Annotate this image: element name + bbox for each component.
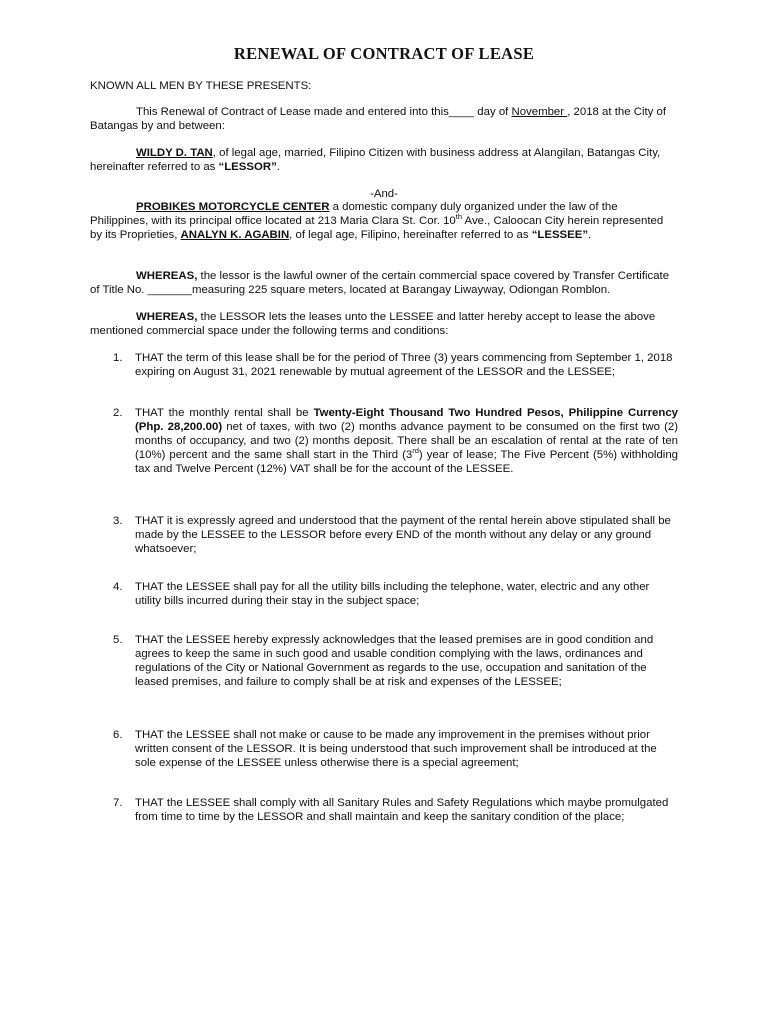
whereas-paragraph-2 [90,310,678,338]
item-number: 2. [113,407,123,419]
list-item [113,796,678,824]
item-text: THAT the LESSEE hereby expressly acknowledges that the leased premises are in good condition and agrees to keep the same in such good and usable condition complying with the laws, ordinances and regulations of the City or National Government as regards to the use, occupation and sanitation of the leased premises, and failure to comply shall be at risk and expenses of the LESSEE; [135,634,654,688]
item-text: THAT the term of this lease shall be for the period of Three (3) years commencing from September 1, 2018 expiring on August 31, 2021 renewable by mutual agreement of the LESSOR and the LESSEE; [135,352,673,378]
item-text: THAT the LESSEE shall not make or cause to be made any improvement in the premises without prior written consent of the LESSOR. It is being understood that such improvement shall be introduced at the sole expense of the LESSEE unless otherwise there is a special agreement; [135,729,657,769]
lessee-paragraph [90,200,678,242]
item-number: 5. [113,634,123,646]
item-number: 1. [113,352,123,364]
item-text: THAT the LESSEE shall comply with all Sanitary Rules and Safety Regulations which maybe promulgated from time to time by the LESSOR and shall maintain and keep the sanitary condition of the place; [135,797,669,823]
whereas-2-lead: WHEREAS, [136,311,198,323]
intro-paragraph [90,105,678,133]
item-2-text-c: ) year of lease; The Five Percent (5%) withholding tax and Twelve Percent (12%) VAT shall be for the account of the LESSEE. [135,449,678,475]
list-item [113,406,678,476]
item-number: 7. [113,797,123,809]
lessee-details-1: a domestic company duly organized under the law of the Philippines, with its principal office located at 213 Maria Clara St. Cor. 10 [90,201,618,227]
item-2-text-b: net of taxes, with two (2) months advance payment to be consumed on the first two (2) months of occupancy, and two (2) months deposit. There shall be an escalation of rental at the rate of ten (10%) percent and the same shall start in the Third (3 [135,421,678,461]
lessee-details-3: , of legal age, Filipino, hereinafter referred to as [289,229,532,241]
item-number: 3. [113,515,123,527]
lessor-role: “LESSOR” [218,161,277,173]
and-separator: -And- [370,188,398,200]
lessor-end: . [276,161,280,173]
list-item [113,580,678,608]
item-2-rent-amount: Twenty-Eight Thousand Two Hundred Pesos, Philippine Currency (Php. 28,200.00) [135,407,678,433]
item-number: 6. [113,729,123,741]
document-title: RENEWAL OF CONTRACT OF LEASE [233,44,535,63]
lessor-details: , of legal age, married, Filipino Citizen with business address at Alangilan, Batangas City, hereinafter referred to as [90,147,661,173]
item-text [135,406,678,476]
lessee-company: PROBIKES MOTORCYCLE CENTER [136,201,330,213]
whereas-1-text: the lessor is the lawful owner of the certain commercial space covered by Transfer Certificate of Title No. _______measuring 225 square meters, located at Barangay Liwayway, Odiongan Romblon. [90,270,670,296]
lessee-end: . [588,229,592,241]
list-item [113,351,678,379]
list-item [113,633,678,689]
lessee-details-2: Ave., Caloocan City herein represented by its Proprieties, [90,215,664,241]
item-2-sup: rd [412,446,419,456]
list-item [113,728,678,770]
whereas-2-text: the LESSOR lets the leases unto the LESSEE and latter hereby accept to lease the above mentioned commercial space under the following terms and conditions: [90,311,656,337]
lessee-role: “LESSEE” [531,229,589,241]
list-item [113,514,678,556]
lessee-representative: ANALYN K. AGABIN [180,229,290,241]
item-number: 4. [113,581,123,593]
intro-text-1: This Renewal of Contract of Lease made and entered into this____ day of [136,106,512,118]
intro-text-2: , 2018 at the City of Batangas by and between: [90,106,666,132]
whereas-paragraph-1 [90,269,678,297]
item-2-text-a: THAT the monthly rental shall be [135,407,314,419]
intro-month: November [511,106,568,118]
lessor-name: WILDY D. TAN [136,147,213,159]
item-text: THAT it is expressly agreed and understood that the payment of the rental herein above stipulated shall be made by the LESSEE to the LESSOR before every END of the month without any delay or any ground whatsoever; [135,515,671,555]
lessee-sup: th [455,212,463,222]
opening-line: KNOWN ALL MEN BY THESE PRESENTS: [90,80,312,92]
item-text: THAT the LESSEE shall pay for all the utility bills including the telephone, water, electric and any other utility bills incurred during their stay in the subject space; [135,581,650,607]
whereas-1-lead: WHEREAS, [136,270,198,282]
lessor-paragraph [90,146,678,174]
